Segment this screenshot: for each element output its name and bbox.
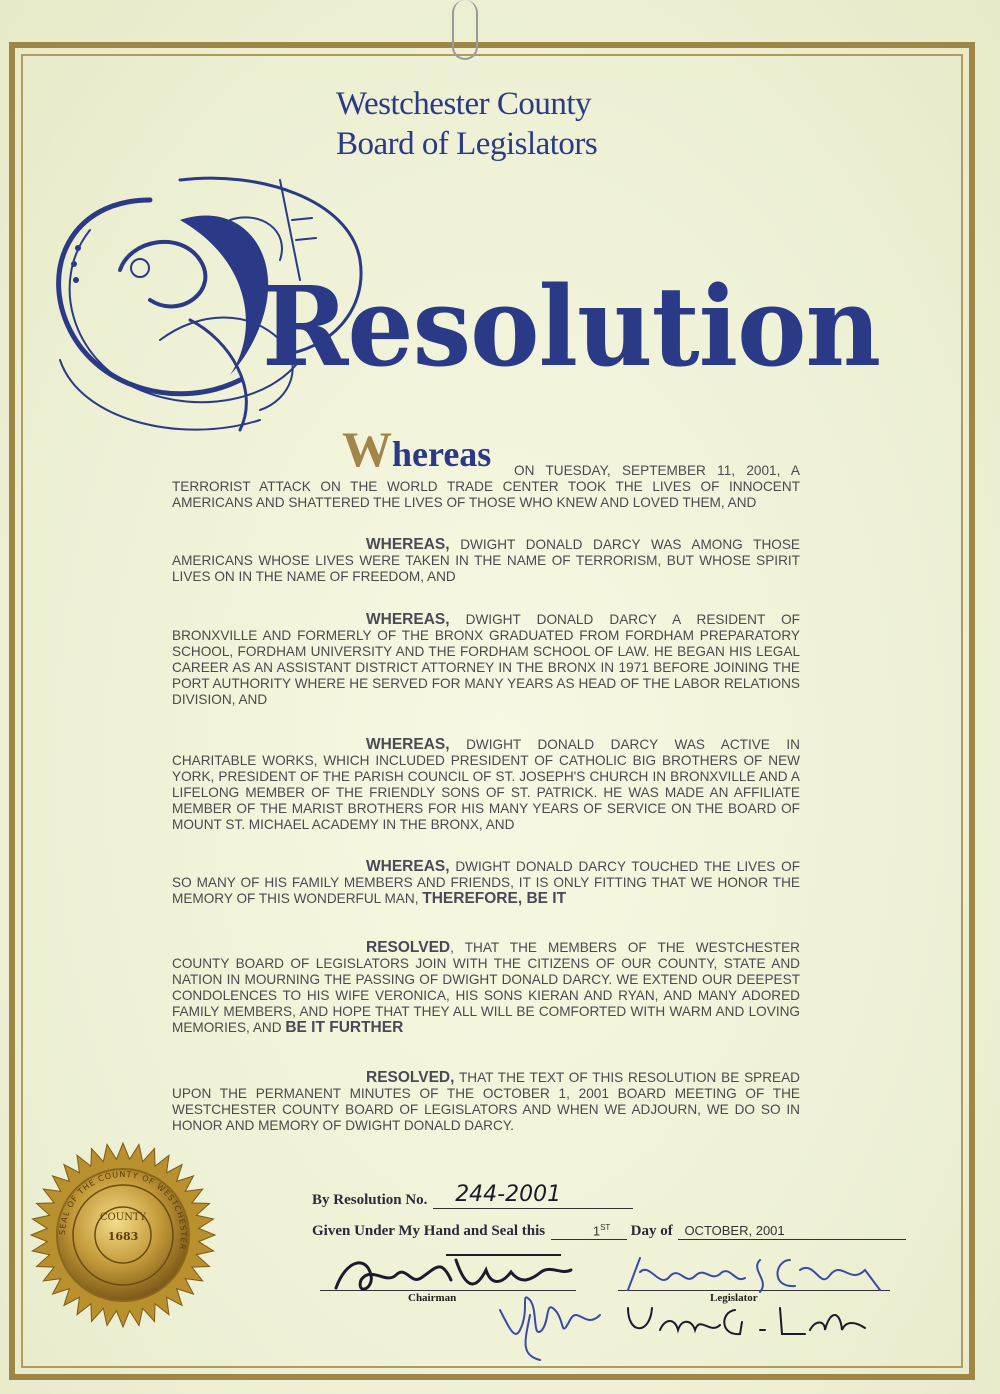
paragraph-7-lead: RESOLVED, — [366, 1069, 455, 1086]
paragraph-6-tail: BE IT FURTHER — [285, 1019, 404, 1036]
resolution-number-label: By Resolution No. — [312, 1192, 428, 1208]
legislator-signature-top — [620, 1250, 890, 1296]
given-label: Given Under My Hand and Seal this — [312, 1223, 546, 1239]
paragraph-6 — [172, 940, 800, 1036]
paragraph-6-text: , THAT THE MEMBERS OF THE WESTCHESTER COUNTY BOARD OF LEGISLATORS JOIN WITH THE CITIZENS OF OUR COUNTY, STATE AND NATION IN MOURNING THE PASSING OF DWIGHT DONALD DARCY. WE EXTEND OUR DEEPEST CONDOLENCES TO HIS WIFE VERONICA, HIS SONS KIERAN AND RYAN, AND MANY ADORED FAMILY MEMBERS, AND HOPE THAT THEY ALL WILL BE COMFORTED WITH WARM AND LOVING MEMORIES, AND — [172, 940, 800, 1035]
day-line — [551, 1221, 627, 1240]
legislator-label: Legislator — [710, 1292, 758, 1304]
gold-county-seal-icon — [28, 1140, 218, 1330]
whereas-initial: W — [342, 421, 392, 477]
whereas-rest: hereas — [392, 434, 492, 474]
paperclip-icon — [452, 0, 478, 60]
paragraph-4-lead: WHEREAS, — [366, 736, 450, 753]
paragraph-5-text: DWIGHT DONALD DARCY TOUCHED THE LIVES OF SO MANY OF HIS FAMILY MEMBERS AND FRIENDS, IT IS ONLY FITTING THAT WE HONOR THE MEMORY OF THIS WONDERFUL MAN, — [172, 859, 800, 906]
paragraph-6-lead: RESOLVED — [366, 939, 451, 956]
day-suffix: ST — [600, 1222, 611, 1232]
resolution-number-line — [433, 1182, 633, 1209]
paragraph-7 — [172, 1070, 800, 1134]
paragraph-2-lead: WHEREAS, — [366, 536, 450, 553]
paragraph-5-lead: WHEREAS, — [366, 858, 450, 875]
paragraph-2 — [172, 537, 800, 585]
paragraph-3-text: DWIGHT DONALD DARCY A RESIDENT OF BRONXVILLE AND FORMERLY OF THE BRONX GRADUATED FROM FORDHAM PREPARATORY SCHOOL, FORDHAM UNIVERSITY AND THE FORDHAM SCHOOL OF LAW. HE BEGAN HIS LEGAL CAREER AS AN ASSISTANT DISTRICT ATTORNEY IN THE BRONX IN 1971 BEFORE JOINING THE PORT AUTHORITY WHERE HE SERVED FOR MANY YEARS AS HEAD OF THE LABOR RELATIONS DIVISION, AND — [172, 612, 800, 707]
resolution-title: Resolution — [262, 262, 881, 392]
middle-signature — [490, 1270, 610, 1365]
day-value — [593, 1223, 610, 1238]
month-year: OCTOBER, 2001 — [684, 1223, 785, 1238]
seal-year: 1683 — [107, 1230, 139, 1243]
legislator-signature-bottom — [620, 1300, 870, 1340]
paragraph-4-text: DWIGHT DONALD DARCY WAS ACTIVE IN CHARITABLE WORKS, WHICH INCLUDED PRESIDENT OF CATHOLIC BIG BROTHERS OF NEW YORK, PRESIDENT OF THE PARISH COUNCIL OF ST. JOSEPH'S CHURCH IN BRONXVILLE AND A LIFELONG MEMBER OF THE FRIENDLY SONS OF ST. PATRICK. HE WAS MADE AN AFFILIATE MEMBER OF THE MARIST BROTHERS FOR HIS MANY YEARS OF SERVICE ON THE BOARD OF MOUNT ST. MICHAEL ACADEMY IN THE BRONX, AND — [172, 737, 800, 832]
paragraph-5 — [172, 859, 800, 907]
seal-ring-text: SEAL OF THE COUNTY OF WESTCHESTER — [57, 1169, 189, 1252]
header-line-1: Westchester County — [336, 86, 592, 122]
paragraph-5-tail: THEREFORE, BE IT — [422, 890, 567, 907]
paragraph-1-text: ON TUESDAY, SEPTEMBER 11, 2001, A TERRORIST ATTACK ON THE WORLD TRADE CENTER TOOK THE LIVES OF INNOCENT AMERICANS AND SHATTERED THE LIVES OF THOSE WHO KNEW AND LOVED THEM, AND — [172, 463, 800, 510]
day-of-label: Day of — [630, 1223, 673, 1239]
month-year-line — [678, 1221, 906, 1240]
seal-center-top: COUNTY — [99, 1212, 147, 1223]
paragraph-3 — [172, 612, 800, 708]
day-number: 1 — [592, 1223, 601, 1238]
paragraph-4 — [172, 737, 800, 833]
paragraph-3-lead: WHEREAS, — [366, 611, 450, 628]
header-line-2: Board of Legislators — [336, 126, 598, 162]
chairman-label: Chairman — [408, 1292, 457, 1304]
resolution-number: 244-2001 — [455, 1182, 562, 1207]
paragraph-1 — [172, 463, 800, 511]
board-header — [336, 84, 597, 164]
paragraph-7-text: THAT THE TEXT OF THIS RESOLUTION BE SPREAD UPON THE PERMANENT MINUTES OF THE OCTOBER 1, 2001 BOARD MEETING OF THE WESTCHESTER COUNTY BOARD OF LEGISLATORS AND WHEN WE ADJOURN, WE DO SO IN HONOR AND MEMORY OF DWIGHT DONALD DARCY. — [172, 1070, 801, 1133]
paragraph-2-text: DWIGHT DONALD DARCY WAS AMONG THOSE AMERICANS WHOSE LIVES WERE TAKEN IN THE NAME OF TERRORISM, BUT WHOSE SPIRIT LIVES ON IN THE NAME OF FREEDOM, AND — [172, 537, 800, 584]
